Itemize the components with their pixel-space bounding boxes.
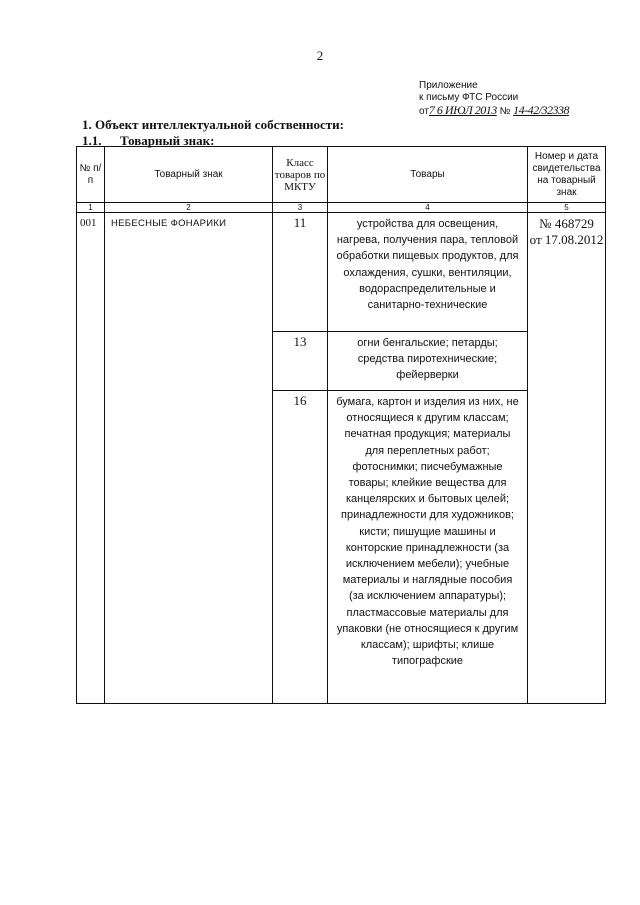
index-cell: 2 xyxy=(105,203,273,213)
number-label: № xyxy=(499,106,511,117)
header-num: № п/п xyxy=(77,147,105,203)
appendix-line-1: Приложение xyxy=(419,80,478,91)
date-value: 7 6 ИЮЛ 2013 xyxy=(428,103,497,117)
goods-description: бумага, картон и изделия из них, не относящиеся к другим классам; печатная продукция; материалы для переплетных работ; фотоснимки; писчебумажные товары; клейкие вещества для канцелярских и бытовых целей; принадлежности для художников; кисти; пишущие машины и конторские принадлежности (за исключением мебели); учебные материалы и наглядные пособия (за исключением аппаратуры); пластмассовые материалы для упаковки (не относящиеся к другим классам); шрифты; клише типографские xyxy=(328,391,528,704)
registration-cell xyxy=(528,213,606,704)
number-value: 14-42/32338 xyxy=(513,103,569,117)
header-trademark: Товарный знак xyxy=(105,147,273,203)
class-number: 16 xyxy=(273,391,328,704)
index-cell: 3 xyxy=(273,203,328,213)
index-cell: 1 xyxy=(77,203,105,213)
goods-description: огни бенгальские; петарды; средства пиротехнические; фейерверки xyxy=(328,332,528,391)
appendix-line-2: к письму ФТС России xyxy=(419,92,519,103)
appendix-block xyxy=(419,80,569,118)
page-number: 2 xyxy=(316,48,324,63)
subsection-title: Товарный знак: xyxy=(120,133,215,148)
appendix-line-3 xyxy=(419,104,569,118)
header-goods: Товары xyxy=(328,147,528,203)
registration-number: № 468729 xyxy=(539,216,594,231)
goods-description: устройства для освещения, нагрева, получения пара, тепловой обработки пищевых продуктов, для охлаждения, сушки, вентиляции, водораспределительные и санитарно-технические xyxy=(328,213,528,332)
registration-date: от 17.08.2012 xyxy=(529,232,604,247)
class-number: 13 xyxy=(273,332,328,391)
index-cell: 4 xyxy=(328,203,528,213)
header-registration: Номер и дата свидетельства на товарный знак xyxy=(528,147,606,203)
index-cell: 5 xyxy=(528,203,606,213)
class-number: 11 xyxy=(273,213,328,332)
table-header-row xyxy=(77,147,606,203)
header-class: Класс товаров по МКТУ xyxy=(273,147,328,203)
subsection-number: 1.1. xyxy=(82,133,102,148)
table-row xyxy=(77,213,606,332)
trademark-name: НЕБЕСНЫЕ ФОНАРИКИ xyxy=(105,213,273,704)
date-prefix: от xyxy=(419,106,429,117)
row-number: 001 xyxy=(77,213,105,704)
trademark-table xyxy=(76,146,606,704)
table-index-row xyxy=(77,203,606,213)
section-heading: 1. Объект интеллектуальной собственности: xyxy=(82,117,344,132)
